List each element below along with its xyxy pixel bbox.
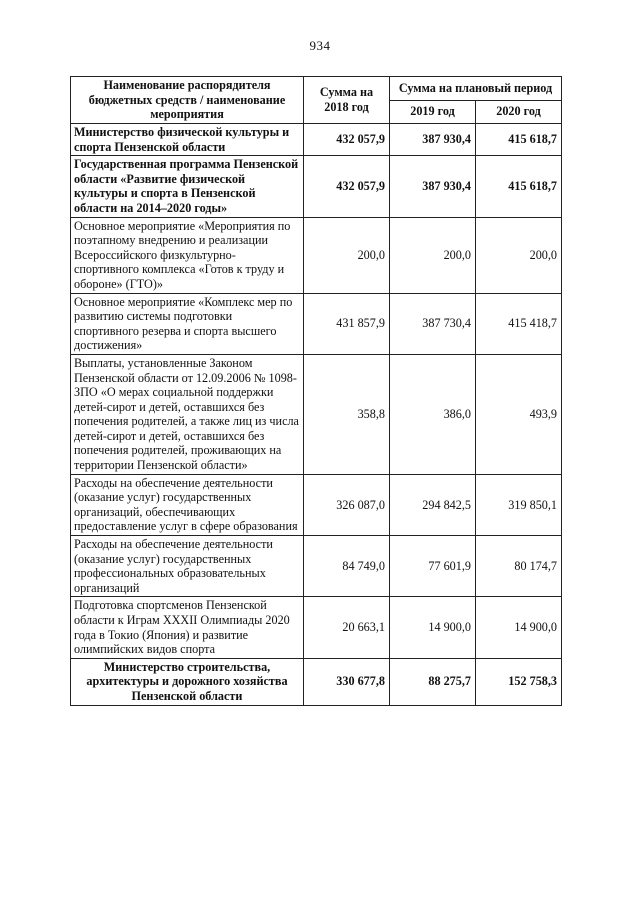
table-row <box>71 217 562 293</box>
table-row <box>71 597 562 658</box>
row-value-2020: 415 618,7 <box>476 156 562 217</box>
table-row <box>71 124 562 156</box>
row-value-2018: 358,8 <box>304 354 390 474</box>
budget-table <box>70 76 562 706</box>
row-value-2020: 319 850,1 <box>476 474 562 535</box>
row-name: Расходы на обеспечение деятельности (оказание услуг) государственных профессиональных образовательных организаций <box>71 536 304 597</box>
row-value-2020: 152 758,3 <box>476 658 562 705</box>
row-value-2018: 432 057,9 <box>304 156 390 217</box>
table-row <box>71 536 562 597</box>
row-name: Государственная программа Пензенской области «Развитие физической культуры и спорта в Пензенской области на 2014–2020 годы» <box>71 156 304 217</box>
header-2019: 2019 год <box>390 100 476 124</box>
table-row <box>71 474 562 535</box>
row-value-2020: 80 174,7 <box>476 536 562 597</box>
row-value-2019: 88 275,7 <box>390 658 476 705</box>
header-sum-2018: Сумма на 2018 год <box>304 77 390 124</box>
row-value-2020: 415 418,7 <box>476 293 562 354</box>
header-2020: 2020 год <box>476 100 562 124</box>
row-value-2019: 294 842,5 <box>390 474 476 535</box>
row-value-2018: 20 663,1 <box>304 597 390 658</box>
row-value-2019: 387 930,4 <box>390 156 476 217</box>
row-value-2019: 14 900,0 <box>390 597 476 658</box>
row-name: Министерство физической культуры и спорта Пензенской области <box>71 124 304 156</box>
header-name: Наименование распорядителя бюджетных средств / наименование мероприятия <box>71 77 304 124</box>
row-value-2018: 431 857,9 <box>304 293 390 354</box>
row-value-2019: 386,0 <box>390 354 476 474</box>
row-value-2020: 200,0 <box>476 217 562 293</box>
header-row <box>71 77 562 101</box>
header-planned-period: Сумма на плановый период <box>390 77 562 101</box>
table-row <box>71 658 562 705</box>
row-value-2020: 14 900,0 <box>476 597 562 658</box>
row-name: Основное мероприятие «Мероприятия по поэтапному внедрению и реализации Всероссийского физкультурно-спортивного комплекса «Готов к труду и обороне» (ГТО)» <box>71 217 304 293</box>
table-row <box>71 156 562 217</box>
row-value-2018: 432 057,9 <box>304 124 390 156</box>
row-value-2019: 77 601,9 <box>390 536 476 597</box>
row-value-2018: 84 749,0 <box>304 536 390 597</box>
row-value-2019: 387 930,4 <box>390 124 476 156</box>
row-value-2018: 330 677,8 <box>304 658 390 705</box>
page-number: 934 <box>309 38 331 53</box>
row-value-2019: 200,0 <box>390 217 476 293</box>
row-name: Выплаты, установленные Законом Пензенской области от 12.09.2006 № 1098-ЗПО «О мерах социальной поддержки детей-сирот и детей, оставшихся без попечения родителей, а также лиц из числа детей-сирот и детей, оставшихся без попечения родителей, проживающих на территории Пензенской области» <box>71 354 304 474</box>
row-name: Министерство строительства, архитектуры и дорожного хозяйства Пензенской области <box>71 658 304 705</box>
row-name: Расходы на обеспечение деятельности (оказание услуг) государственных организаций, обеспечивающих предоставление услуг в сфере образования <box>71 474 304 535</box>
table-row <box>71 354 562 474</box>
row-name: Основное мероприятие «Комплекс мер по развитию системы подготовки спортивного резерва и спорта высшего достижения» <box>71 293 304 354</box>
row-value-2018: 326 087,0 <box>304 474 390 535</box>
row-value-2020: 415 618,7 <box>476 124 562 156</box>
row-name: Подготовка спортсменов Пензенской области к Играм XXXII Олимпиады 2020 года в Токио (Япония) и развитие олимпийских видов спорта <box>71 597 304 658</box>
table-row <box>71 293 562 354</box>
row-value-2020: 493,9 <box>476 354 562 474</box>
row-value-2018: 200,0 <box>304 217 390 293</box>
row-value-2019: 387 730,4 <box>390 293 476 354</box>
